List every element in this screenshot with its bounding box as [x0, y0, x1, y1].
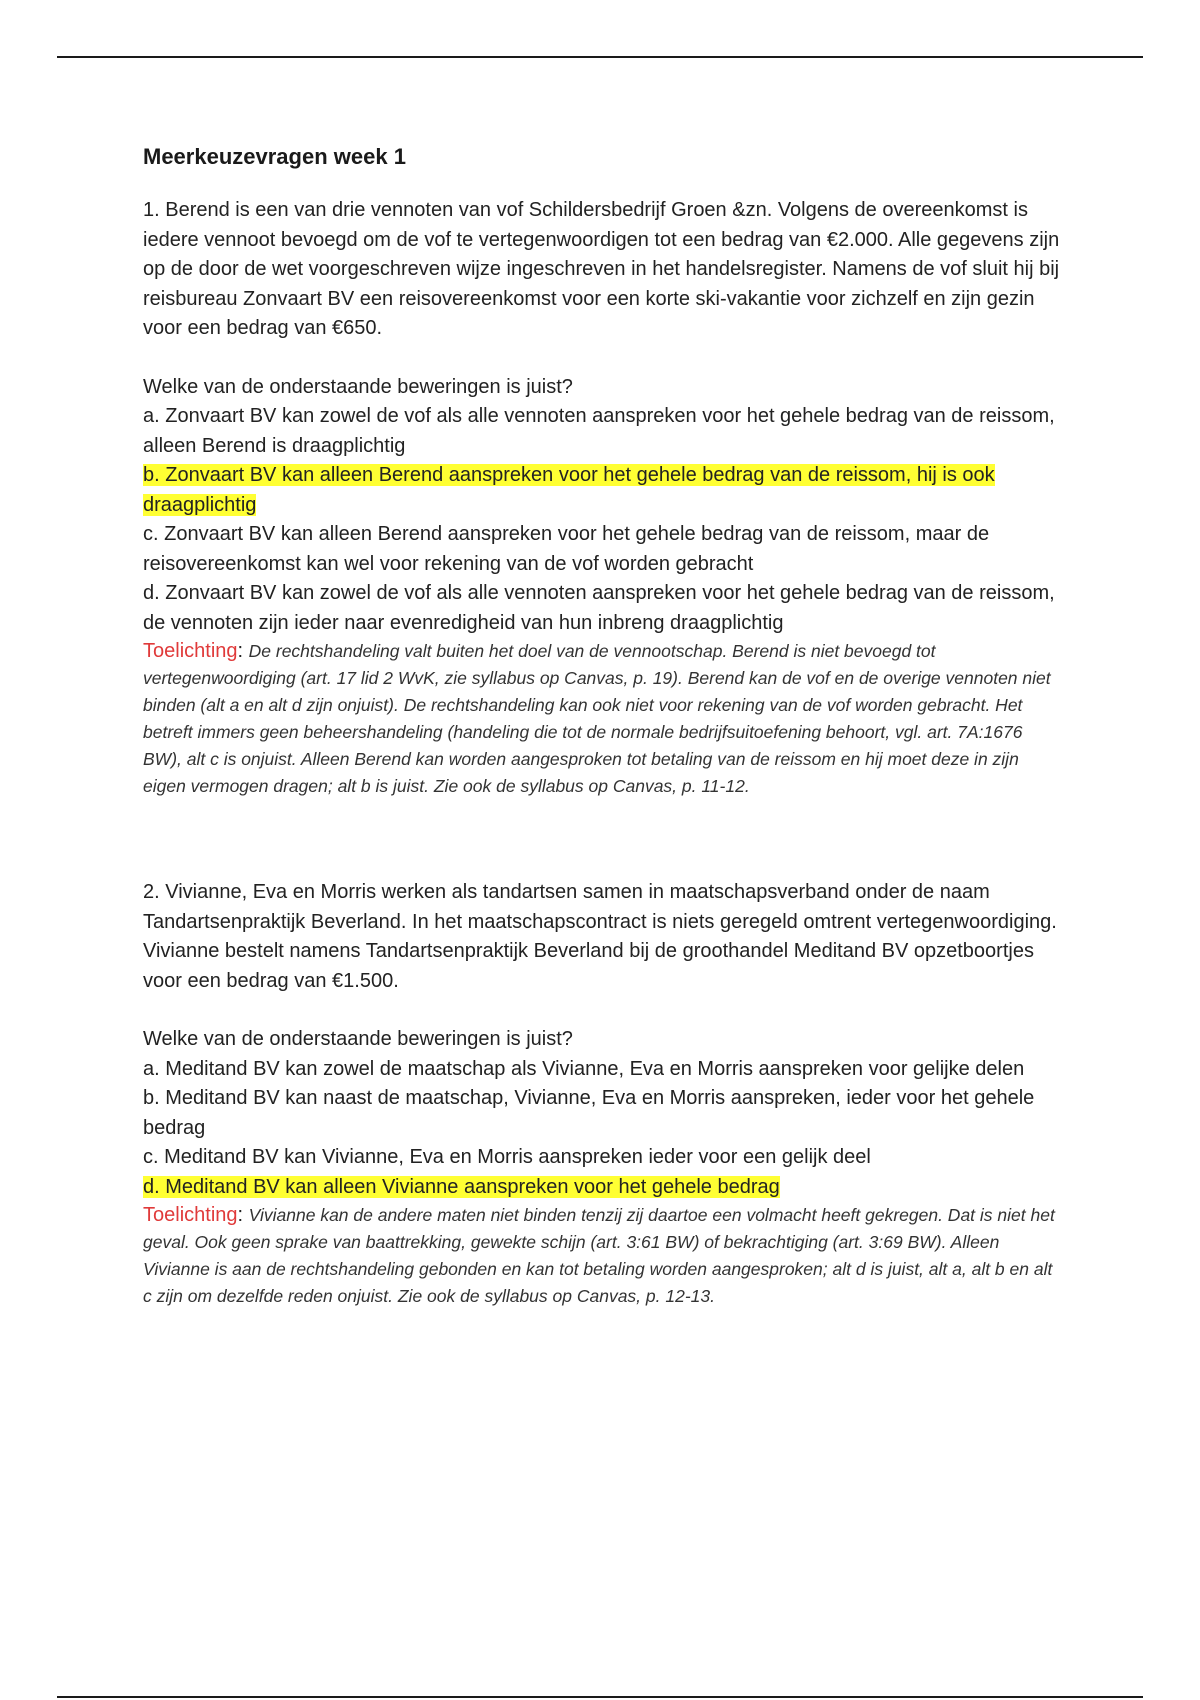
- question-2: [143, 878, 1063, 1310]
- question-1-text: 1. Berend is een van drie vennoten van vof Schildersbedrijf Groen &zn. Volgens de overeenkomst is iedere vennoot bevoegd om de vof te vertegenwoordigen tot een bedrag van €2.000. Alle gegevens zijn op de door de wet voorgeschreven wijze ingeschreven in het handelsregister. Namens de vof sluit hij bij reisbureau Zonvaart BV een reisovereenkomst voor een korte ski-vakantie voor zichzelf en zijn gezin voor een bedrag van €650.: [143, 199, 1060, 339]
- question-1-prompt: Welke van de onderstaande beweringen is juist?: [143, 375, 573, 398]
- footer-rule: [57, 1696, 1143, 1698]
- question-1-option-d: d. Zonvaart BV kan zowel de vof als alle vennoten aanspreken voor het gehele bedrag van de reissom, de vennoten zijn ieder naar evenredigheid van hun inbreng draagplichtig: [143, 582, 1055, 634]
- page-title: Meerkeuzevragen week 1: [143, 144, 406, 169]
- question-1-option-b-correct: [143, 461, 1063, 520]
- question-2-option-d-correct: [143, 1173, 1063, 1203]
- explanation-text: Vivianne kan de andere maten niet binden tenzij zij daartoe een volmacht heeft gekregen. Dat is niet het geval. Ook geen sprake van baattrekking, gewekte schijn (art. 3:61 BW) of bekrachtiging (art. 3:69 BW). Alleen Vivianne is aan de rechtshandeling gebonden en kan tot betaling worden aangesproken; alt d is juist, alt a, alt b en alt c zijn om dezelfde reden onjuist. Zie ook de syllabus op Canvas, p. 12-13.: [143, 1205, 1055, 1306]
- question-1-option-c: c. Zonvaart BV kan alleen Berend aanspreken voor het gehele bedrag van de reissom, maar de reisovereenkomst kan wel voor rekening van de vof worden gebracht: [143, 523, 990, 575]
- question-1-option-a: a. Zonvaart BV kan zowel de vof als alle vennoten aanspreken voor het gehele bedrag van de reissom, alleen Berend is draagplichtig: [143, 405, 1055, 457]
- question-2-text: 2. Vivianne, Eva en Morris werken als tandartsen samen in maatschapsverband onder de naam Tandartsenpraktijk Beverland. In het maatschapscontract is niets geregeld omtrent vertegenwoordiging. Vivianne bestelt namens Tandartsenpraktijk Beverland bij de groothandel Meditand BV opzetboortjes voor een bedrag van €1.500.: [143, 881, 1057, 992]
- question-1-explanation: Toelichting: De rechtshandeling valt buiten het doel van de vennootschap. Berend is niet bevoegd tot vertegenwoordiging (art. 17 lid 2 WvK, zie syllabus op Canvas, p. 19). Berend kan de vof en de overige vennoten niet binden (alt a en alt d zijn onjuist). De rechtshandeling kan ook niet voor rekening van de vof worden gebracht. Het betreft immers geen beheershandeling (handeling die tot de normale bedrijfsuitoefening behoort, vgl. art. 7A:1676 BW), alt c is onjuist. Alleen Berend kan worden aangesproken tot betaling van de reissom en hij moet deze in zijn eigen vermogen dragen; alt b is juist. Zie ook de syllabus op Canvas, p. 11-12.: [143, 640, 1051, 796]
- question-1: [143, 196, 1063, 800]
- question-2-prompt: Welke van de onderstaande beweringen is juist?: [143, 1028, 573, 1050]
- question-2-explanation: Toelichting: Vivianne kan de andere maten niet binden tenzij zij daartoe een volmacht heeft gekregen. Dat is niet het geval. Ook geen sprake van baattrekking, gewekte schijn (art. 3:61 BW) of bekrachtiging (art. 3:69 BW). Alleen Vivianne is aan de rechtshandeling gebonden en kan tot betaling worden aangesproken; alt d is juist, alt a, alt b en alt c zijn om dezelfde reden onjuist. Zie ook de syllabus op Canvas, p. 12-13.: [143, 1204, 1055, 1306]
- question-2-option-a: a. Meditand BV kan zowel de maatschap als Vivianne, Eva en Morris aanspreken voor gelijke delen: [143, 1057, 1025, 1080]
- explanation-label: Toelichting: [143, 640, 238, 662]
- explanation-text: De rechtshandeling valt buiten het doel van de vennootschap. Berend is niet bevoegd tot vertegenwoordiging (art. 17 lid 2 WvK, zie syllabus op Canvas, p. 19). Berend kan de vof en de overige vennoten niet binden (alt a en alt d zijn onjuist). De rechtshandeling kan ook niet voor rekening van de vof worden gebracht. Het betreft immers geen beheershandeling (handeling die tot de normale bedrijfsuitoefening behoort, vgl. art. 7A:1676 BW), alt c is onjuist. Alleen Berend kan worden aangesproken tot betaling van de reissom en hij moet deze in zijn eigen vermogen dragen; alt b is juist. Zie ook de syllabus op Canvas, p. 11-12.: [143, 641, 1051, 796]
- correct-answer-highlight: b. Zonvaart BV kan alleen Berend aanspreken voor het gehele bedrag van de reissom, hij is ook draagplichtig: [143, 464, 995, 516]
- header-rule: [57, 56, 1143, 58]
- document-body: [143, 142, 1063, 1310]
- question-2-option-c: c. Meditand BV kan Vivianne, Eva en Morris aanspreken ieder voor een gelijk deel: [143, 1146, 871, 1168]
- explanation-label: Toelichting: [143, 1204, 238, 1226]
- question-2-option-b: b. Meditand BV kan naast de maatschap, Vivianne, Eva en Morris aanspreken, ieder voor het gehele bedrag: [143, 1087, 1035, 1139]
- correct-answer-highlight: d. Meditand BV kan alleen Vivianne aanspreken voor het gehele bedrag: [143, 1175, 780, 1198]
